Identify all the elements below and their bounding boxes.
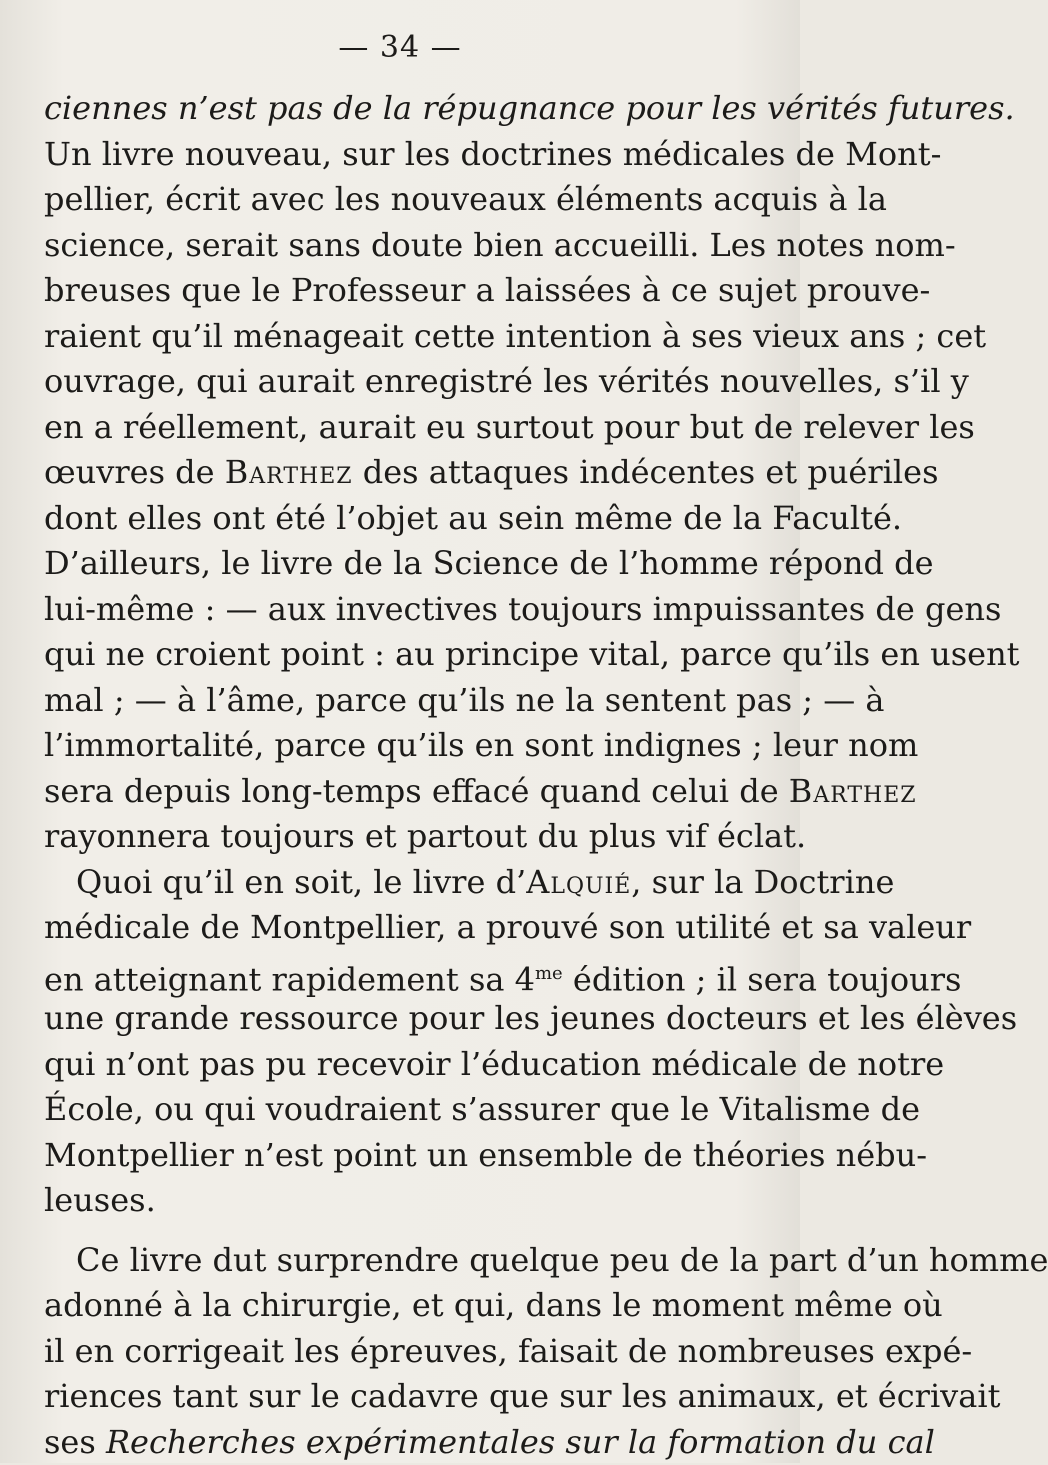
text-line: une grande ressource pour les jeunes docteurs et les élèves: [44, 996, 756, 1042]
text-line: [44, 951, 756, 997]
text-line: pellier, écrit avec les nouveaux éléments acquis à la: [44, 177, 756, 223]
text-fragment: en atteignant rapidement sa 4: [44, 960, 535, 998]
text-line: leuses.: [44, 1178, 756, 1224]
text-line: adonné à la chirurgie, et qui, dans le moment même où: [44, 1283, 756, 1329]
body-text: [44, 86, 756, 1465]
text-line: science, serait sans doute bien accueilli. Les notes nom-: [44, 223, 756, 269]
text-fragment: sera depuis long-temps effacé quand celui de: [44, 772, 779, 810]
page-number: — 34 —: [0, 30, 800, 65]
text-fragment: édition ; il sera toujours: [563, 960, 962, 998]
text-line: médicale de Montpellier, a prouvé son utilité et sa valeur: [44, 905, 756, 951]
text-line: l’immortalité, parce qu’ils en sont indignes ; leur nom: [44, 723, 756, 769]
text-line: École, ou qui voudraient s’assurer que le Vitalisme de: [44, 1087, 756, 1133]
text-fragment: œuvres de: [44, 453, 215, 491]
text-line: riences tant sur le cadavre que sur les animaux, et écrivait: [44, 1374, 756, 1420]
text-line: D’ailleurs, le livre de la Science de l’homme répond de: [44, 541, 756, 587]
text-line: [44, 1420, 756, 1465]
text-line: Ce livre dut surprendre quelque peu de la part d’un homme: [44, 1238, 756, 1284]
text-line: qui ne croient point : au principe vital, parce qu’ils en usent: [44, 632, 756, 678]
text-fragment: ses: [44, 1423, 96, 1461]
text-line: ciennes n’est pas de la répugnance pour les vérités futures.: [44, 86, 756, 132]
text-line: ouvrage, qui aurait enregistré les vérités nouvelles, s’il y: [44, 359, 756, 405]
text-line: breuses que le Professeur a laissées à ce sujet prouve-: [44, 268, 756, 314]
text-line: dont elles ont été l’objet au sein même de la Faculté.: [44, 496, 756, 542]
author-name: Barthez: [225, 453, 353, 491]
text-line: [44, 860, 756, 906]
text-line: [44, 769, 756, 815]
author-name: Barthez: [789, 772, 917, 810]
text-line: qui n’ont pas pu recevoir l’éducation médicale de notre: [44, 1042, 756, 1088]
text-fragment: des attaques indécentes et puériles: [363, 453, 939, 491]
text-line: rayonnera toujours et partout du plus vif éclat.: [44, 814, 756, 860]
superscript: me: [535, 963, 563, 984]
book-title: Recherches expérimentales sur la formation du cal: [106, 1423, 935, 1461]
paragraph-gap: [44, 1224, 756, 1238]
text-line: en a réellement, aurait eu surtout pour but de relever les: [44, 405, 756, 451]
text-line: Montpellier n’est point un ensemble de théories nébu-: [44, 1133, 756, 1179]
text-line: mal ; — à l’âme, parce qu’ils ne la sentent pas ; — à: [44, 678, 756, 724]
text-line: raient qu’il ménageait cette intention à ses vieux ans ; cet: [44, 314, 756, 360]
text-fragment: Quoi qu’il en soit, le livre d’: [76, 863, 526, 901]
author-name: Alquié: [526, 863, 631, 901]
text-fragment: , sur la Doctrine: [631, 863, 894, 901]
text-line: [44, 450, 756, 496]
text-line: il en corrigeait les épreuves, faisait de nombreuses expé-: [44, 1329, 756, 1375]
text-line: Un livre nouveau, sur les doctrines médicales de Mont-: [44, 132, 756, 178]
text-line: lui-même : — aux invectives toujours impuissantes de gens: [44, 587, 756, 633]
